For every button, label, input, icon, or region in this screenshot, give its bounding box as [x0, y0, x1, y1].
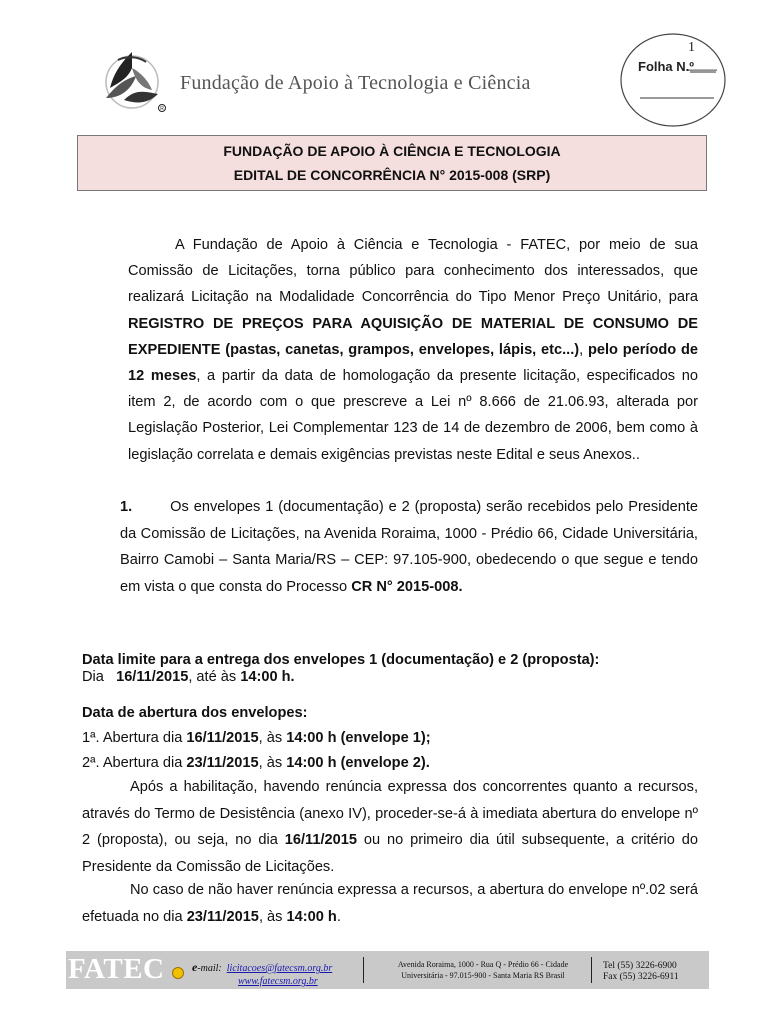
- deadline-line: [82, 669, 295, 685]
- opening-second: 2ª. Abertura dia 23/11/2015, às 14:00 h (envelope 2).: [82, 755, 430, 771]
- intro-text-2: ,: [579, 341, 588, 358]
- deadline-heading: Data limite para a entrega dos envelopes 1 (documentação) e 2 (proposta):: [82, 652, 600, 668]
- title-line-1: FUNDAÇÃO DE APOIO À CIÊNCIA E TECNOLOGIA: [223, 143, 561, 159]
- footer-address: Avenida Roraima, 1000 - Rua Q - Prédio 66 - Cidade Universitária - 97.015-900 - Santa Maria RS Brasil: [397, 960, 569, 980]
- footer-website-link[interactable]: www.fatecsm.org.br: [238, 976, 318, 987]
- intro-text-3: , a partir da data de homologação da presente licitação, especificados no item 2, de acordo com o que prescreve a Lei nº 8.666 de 21.06.93, alterada por Legislação Posterior, Lei Complementar 123 de 14 de dezembro de 2006, bem como à legislação correlata e demais exigências previstas neste Edital e seus Anexos..: [128, 368, 698, 463]
- footer-email-link[interactable]: licitacoes@fatecsm.org.br: [226, 963, 333, 974]
- footer-separator: [591, 957, 592, 983]
- deadline-prefix: Dia: [82, 669, 104, 685]
- no-waiver-paragraph: No caso de não haver renúncia expressa a recursos, a abertura do envelope nº.02 será efetuada no dia 23/11/2015, às 14:00 h.: [82, 882, 698, 925]
- stamp-blank: ____: [688, 56, 717, 71]
- footer-separator: [363, 957, 364, 983]
- intro-bold-1: REGISTRO DE PREÇOS PARA AQUISIÇÃO DE MATERIAL DE CONSUMO DE EXPEDIENTE (pastas, canetas, grampos, envelopes, lápis, etc...): [128, 315, 698, 358]
- habilitation-paragraph: Após a habilitação, havendo renúncia expressa dos concorrentes quanto a recursos, através do Termo de Desistência (anexo IV), proceder-se-á à imediata abertura do envelope nº 2 (proposta), ou seja, no dia 16/11/2015 ou no primeiro dia útil subsequente, a critério do Presidente da Comissão de Licitações.: [82, 779, 698, 875]
- title-box: [77, 135, 707, 191]
- page-stamp-icon: [618, 30, 728, 130]
- deadline-date: 16/11/2015: [116, 669, 189, 685]
- item-1-number: 1.: [120, 499, 133, 515]
- footer-contact: e-mail: licitacoes@fatecsm.org.br www.fatecsm.org.br: [192, 960, 333, 987]
- org-name: Fundação de Apoio à Tecnologia e Ciência: [180, 72, 531, 94]
- footer-logo: FATEC: [68, 953, 165, 985]
- page-footer: [66, 951, 709, 989]
- opening-first: 1ª. Abertura dia 16/11/2015, às 14:00 h (envelope 1);: [82, 730, 431, 746]
- opening-heading: Data de abertura dos envelopes:: [82, 705, 308, 721]
- intro-paragraph: [128, 232, 698, 468]
- title-line-2: EDITAL DE CONCORRÊNCIA N° 2015-008 (SRP): [233, 167, 551, 183]
- svg-text:R: R: [160, 106, 164, 112]
- intro-text-1: A Fundação de Apoio à Ciência e Tecnologia - FATEC, por meio de sua Comissão de Licitações, torna público para conhecimento dos interessados, que realizará Licitação na Modalidade Concorrência do Tipo Menor Preço Unitário, para: [128, 237, 698, 306]
- deadline-time: 14:00 h.: [240, 669, 295, 685]
- stamp-number: 1: [688, 40, 695, 55]
- deadline-mid: , até às: [188, 669, 241, 685]
- item-1-paragraph: [120, 494, 698, 600]
- stamp-label: Folha N.º: [638, 59, 695, 74]
- fatec-logo-icon: [92, 42, 172, 118]
- item-1-text: Os envelopes 1 (documentação) e 2 (proposta) serão recebidos pelo Presidente da Comissão de Licitações, na Avenida Roraima, 1000 - Prédio 66, Cidade Universitária, Bairro Camobi – Santa Maria/RS – CEP: 97.105-900, obedecendo o que segue e tendo em vista o que consta do Processo: [120, 499, 698, 595]
- registered-icon: [172, 967, 184, 979]
- item-1-process: CR N° 2015-008.: [351, 578, 463, 595]
- footer-phones: Tel (55) 3226-6900 Fax (55) 3226-6911: [603, 961, 679, 982]
- intro-bold-2: pelo período de 12 meses: [128, 341, 698, 385]
